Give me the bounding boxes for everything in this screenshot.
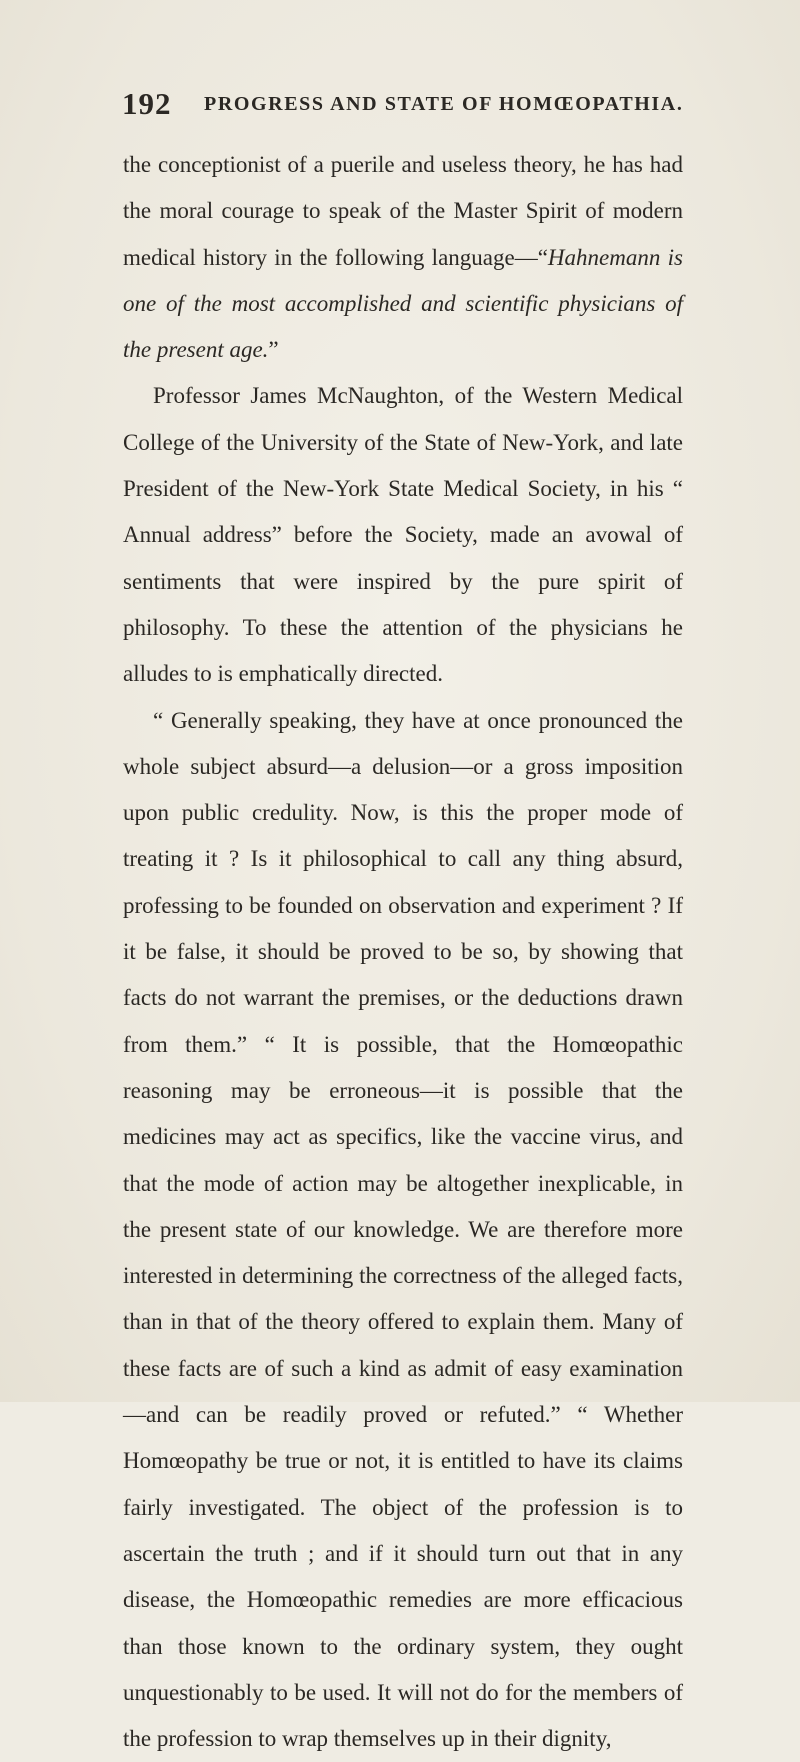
- page-header: [122, 84, 800, 124]
- paragraph: “ Generally speaking, they have at once pronounced the whole subject absurd—a delusion—or a gross imposition upon public credulity. Now, is this the proper mode of treating it ? Is it philosophical to call any thing absurd, professing to be founded on observation and experiment ? If it be false, it should be proved to be so, by showing that facts do not warrant the premises, or the deductions drawn from them.” “ It is possible, that the Homœopathic reasoning may be erroneous—it is possible that the medicines may act as specifics, like the vaccine virus, and that the mode of action may be altogether inexplicable, in the present state of our knowledge. We are therefore more interested in determining the correctness of the alleged facts, than in that of the theory offered to explain them. Many of these facts are of such a kind as admit of easy examination—and can be readily proved or refuted.” “ Whether Homœopathy be true or not, it is entitled to have its claims fairly investigated. The object of the profession is to ascertain the truth ; and if it should turn out that in any disease, the Homœopathic remedies are more efficacious than those known to the ordinary system, they ought unquestionably to be used. It will not do for the members of the profession to wrap themselves up in their dignity,: [123, 707, 683, 1752]
- page-number: 192: [122, 86, 172, 121]
- paragraph-text: the conceptionist of a puerile and useless theory, he has had the moral courage to speak of the Master Spirit of modern medical history in the following language—“: [123, 152, 683, 270]
- quoted-italic-text: Hahnemann is one of the most accomplished and scientific physicians of the present age.: [123, 244, 683, 363]
- paragraph: Professor James McNaughton, of the Western Medical College of the University of the State of New-York, and late President of the New-York State Medical Society, in his “ Annual address” before the Society, made an avowal of sentiments that were inspired by the pure spirit of philosophy. To these the attention of the physicians he alludes to is emphatically directed.: [123, 383, 683, 687]
- body-text: [123, 142, 683, 1762]
- closing-quote: ”: [268, 337, 279, 363]
- paragraph: [123, 142, 683, 373]
- running-head: PROGRESS AND STATE OF HOMŒOPATHIA.: [204, 93, 684, 115]
